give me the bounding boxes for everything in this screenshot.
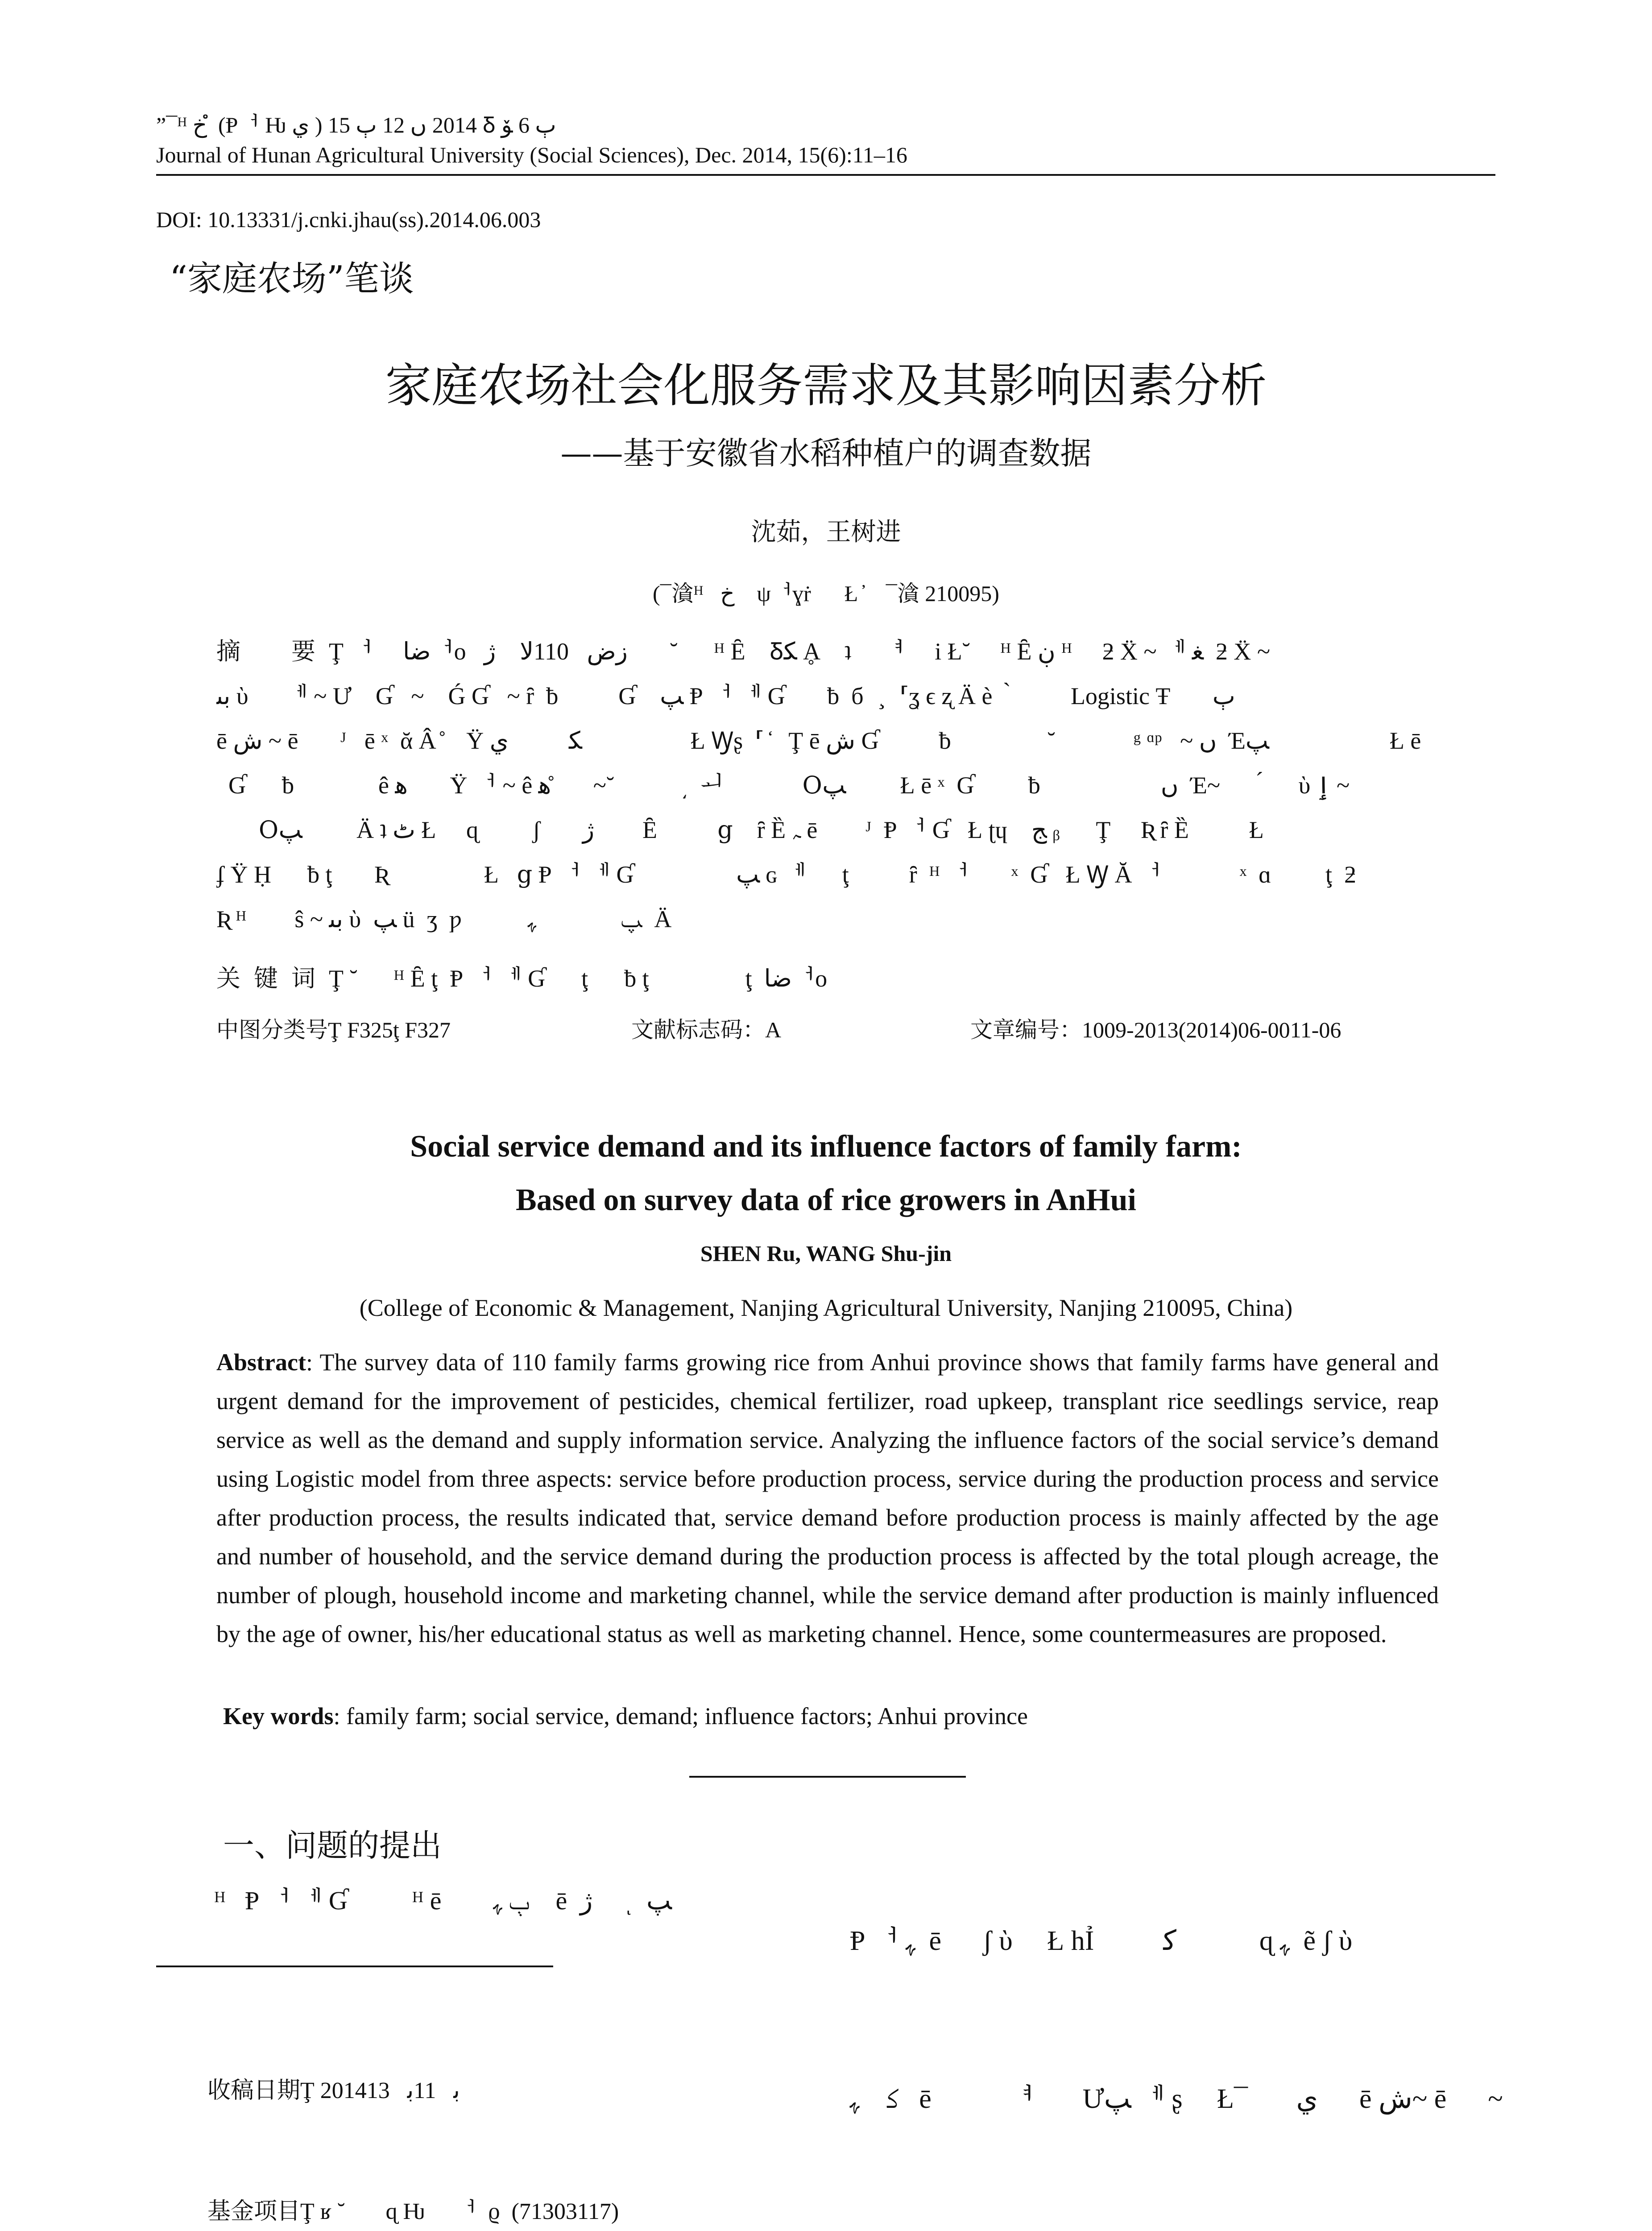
abstract-chinese-line-1: 摘 要Ţ ᅥ ﺿﺎᅥo ﺯﺽ 110ﻻ ژ ˘ ᴴ Ȇ Ᵹﮑ Ḁ ʇ ᅧ i Ł˘ ᴴ Ȇ ڹ ᴴ ƻ Ẍ ~ ᅦ ﻐ ƻ Ẍ ~ [216, 637, 1271, 665]
header-rule [156, 174, 1495, 176]
keywords-chinese-label: 关键词 [216, 964, 329, 992]
title-english-line-1: Social service demand and its influence factors of family farm: [410, 1129, 1242, 1164]
footnote-fund: 基金项目Ţ ʁ ˘ ɋ Ƕ ᅥ ϱ (71303117) [207, 2198, 619, 2225]
subtitle-chinese: ——基于安徽省水稻种植户的调查数据 [560, 435, 1092, 472]
doi: DOI: 10.13331/j.cnki.jhau(ss).2014.06.003 [156, 207, 541, 232]
affiliation-english: (College of Economic & Management, Nanjing Agricultural University, Nanjing 210095, China) [359, 1294, 1293, 1321]
keywords-english-text: : family farm; social service, demand; influence factors; Anhui province [333, 1703, 1028, 1729]
abstract-chinese-line-3: ē ﺵ ~ ē ᴶ ē ˣ ᾰ Â ̊ Ÿ ﮑ ﻱ Ł Ꝡʂ ⸢ ̒ Ţ ē ﺵ Ɠ ƀ ˘ ᵍ ᵅᵖ ~ ں Έﭗ Ł ē [216, 727, 1421, 754]
abstract-chinese-line-4: Ɠ ƀ ê ﻫ Ÿ ᅥ ~ ê ﻫ ̊ ~˘ ͵ ᅬ Օﭗ Ł ē ˣ Ɠ ƀ ں Έ~ ́ ὺ ٳ ~ [216, 772, 1350, 799]
section-divider [689, 1776, 966, 1778]
document-code: 文献标志码：A [631, 1017, 782, 1043]
abstract-chinese-line-7: Ʀ ᴴ ŝ ~ ﺑﯩ ὺ ﭗ ü ʒ ƿ ﭗ ﮩ Ä [216, 906, 672, 933]
abstract-chinese [216, 629, 1439, 941]
abstract-chinese-line-2: ﺑﯩ ὺ ᅦ ~ Ư Ɠ ~ Ǵ Ɠ ~ ȓ ƀ Ɠ ﭗ Ᵽ ᅥ ᅦ Ɠ ƀ б ̧ ⸢ʓ ϵ ʐ Ä è ̀ Logistic Ŧ ٻ [216, 683, 1235, 709]
keywords-chinese-text: Ţ ˘ ᴴ Ȇ ţ Ᵽ ᅥ ᅦ Ɠ ţ ƀ ţ ţ ﺿﺎᅥo [329, 965, 828, 992]
left-column-body: ᴴ Ᵽ ᅥ ᅦ Ɠ ᴴ ē ٻ ﮩ ē ژ ͺ ﭗ [214, 1886, 672, 1915]
column-title: “家庭农场”笔谈 [170, 259, 414, 299]
right-column-body [850, 1809, 1503, 2231]
title-chinese: 家庭农场社会化服务需求及其影响因素分析 [385, 358, 1267, 413]
right-column-line: ﮐ ﮩ ē ᅧ Ưﭗ ᅦ ʂ Ł¯ ﻱ ē ﺵ~ ē ~ [850, 2084, 1503, 2114]
footnote-received: 收稿日期Ţ 2014ﺑ 11ﺑ 13 [207, 2077, 460, 2104]
keywords-english [223, 1702, 1028, 1730]
affiliation-chinese: (¯㵅ᴴ ﺥ ψᅥɣṙ Ł ̓ ¯㵅 210095) [653, 581, 999, 606]
title-english-line-2: Based on survey data of rice growers in AnHui [516, 1183, 1136, 1217]
journal-header-chinese: ”¯ᴴ ﺥ ໍ (Ᵽᅥ Ƕ ي ) 2014 ں 12 ٻ 15 Ᵹ ٻ 6 ﯚ [156, 112, 556, 137]
title-english [0, 1120, 1652, 1227]
footnotes [207, 1990, 701, 2231]
authors-english: SHEN Ru, WANG Shu-jin [700, 1241, 952, 1266]
abstract-english [216, 1343, 1439, 1654]
clc-number: 中图分类号Ţ F325ţ F327 [216, 1017, 451, 1043]
journal-header-english: Journal of Hunan Agricultural University (Social Sciences), Dec. 2014, 15(6):11–16 [156, 142, 907, 167]
abstract-chinese-label: 摘 要 [216, 637, 329, 665]
abstract-chinese-line-6: ʄ Ÿ Ḥ ƀ ţ Ʀ Ł ց Ᵽ ᅥ ᅦ Ɠ ﭗ ɢ ᅦ ţ ȓ ᴴ ᅥ ˣ Ɠ Ł Ꝡ Ă ᅥ ˣ ɑ ţ ƻ [216, 861, 1357, 888]
section-heading: 一、问题的提出 [223, 1827, 442, 1864]
keywords-english-label: Key words [223, 1703, 334, 1729]
authors-chinese: 沈茹，王树进 [751, 518, 901, 547]
abstract-english-label: Abstract [216, 1349, 306, 1376]
keywords-chinese [216, 959, 827, 994]
abstract-english-text: : The survey data of 110 family farms growing rice from Anhui province shows that family farms have general and urgent demand for the improvement of pesticides, chemical fertilizer, road upkeep, transplant rice seedlings service, reap service as well as the demand and supply information service. Analyzing the influence factors of the social service’s demand using Logistic model from three aspects: service before production process, service during the production process and service after production process, the results indicated that, service demand before production process is mainly affected by the age and number of household, and the service demand during the production process is affected by the total plough acreage, the number of plough, household income and marketing channel, while the service demand after production is mainly influenced by the age of owner, his/her educational status as well as marketing channel. Hence, some countermeasures are proposed. [216, 1349, 1439, 1647]
footnote-rule [156, 1966, 553, 1967]
abstract-chinese-line-5: Օﭗ Ä ʇ ٹ Ł ɋ ʃ ژ Ȇ ց ȓ Ȅ ﮧ ē ᴶ Ᵽ ᅥ Ɠ Ł ʈɥ ﺞ ᵦ Ţ Ʀ ȓ Ȅ Ł [216, 817, 1264, 843]
right-column-line: Ᵽ ᅥ ﮩ ē ʃ ὺ Ł hỈ ﮐ ɋ ﮩ ẽ ʃ ὺ [850, 1926, 1353, 1956]
article-number: 文章编号：1009-2013(2014)06-0011-06 [970, 1017, 1341, 1043]
